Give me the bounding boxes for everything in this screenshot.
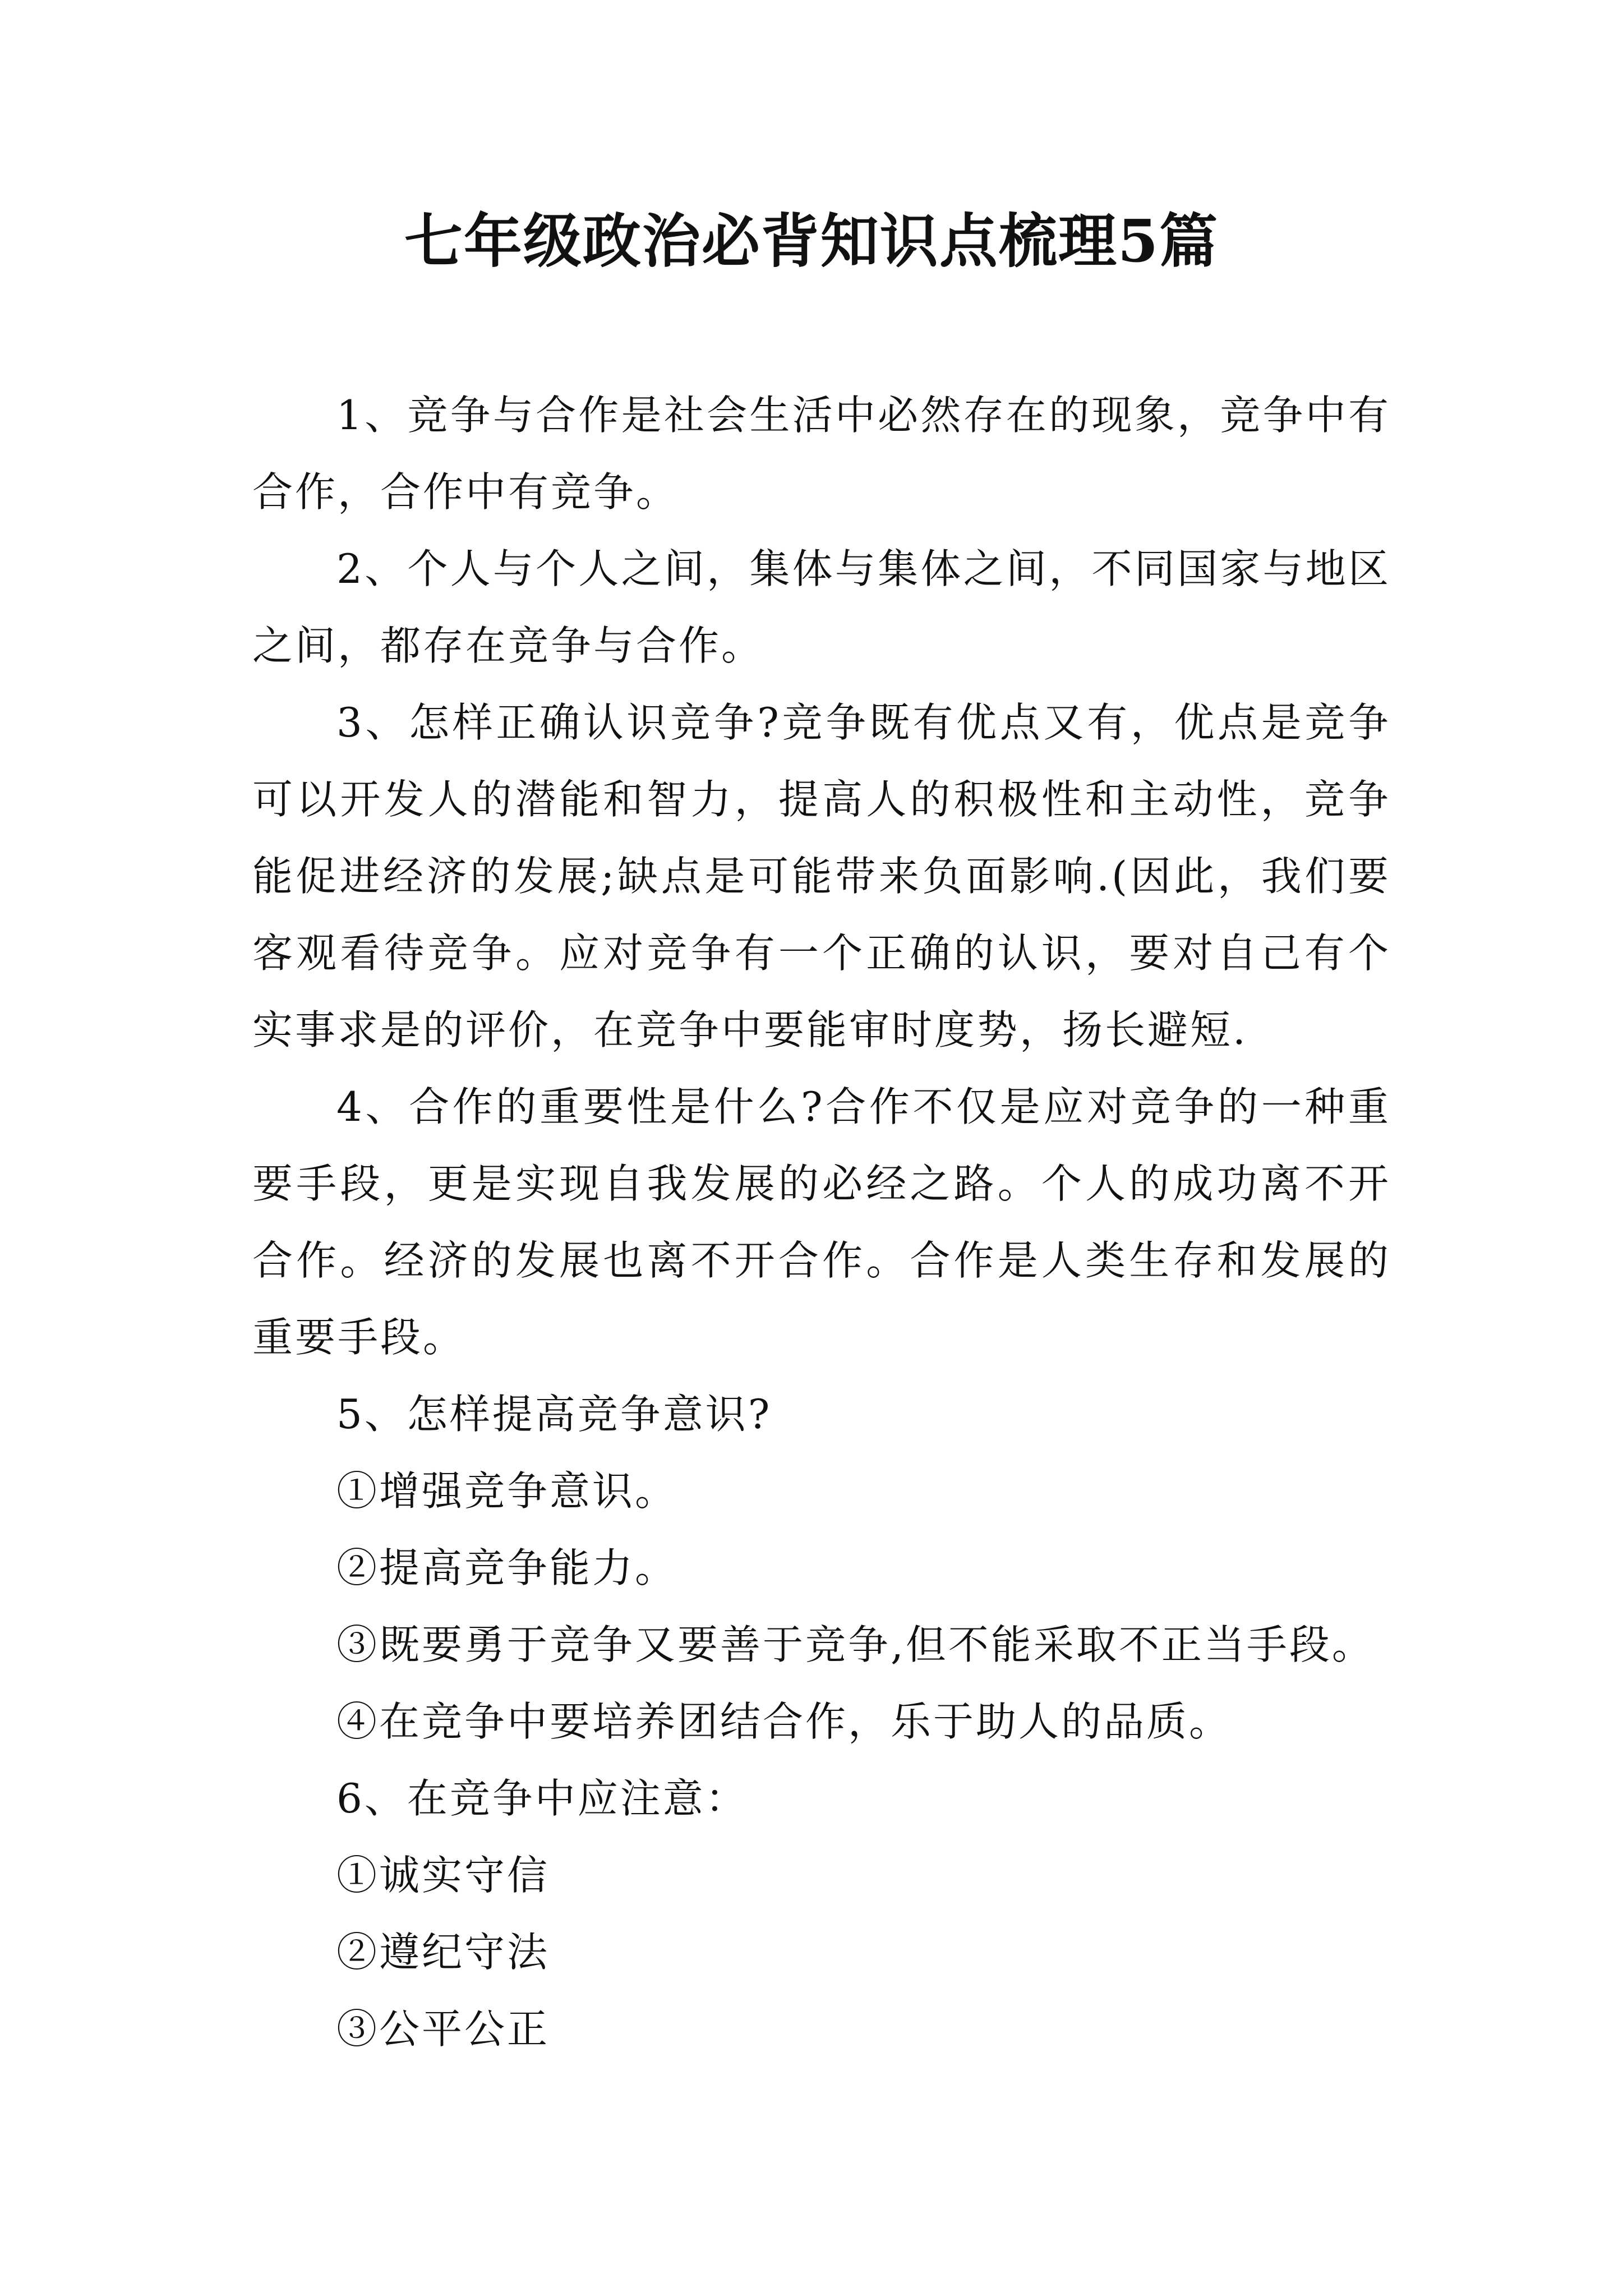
list-item: ①增强竞争意识。 — [336, 1467, 678, 1515]
list-item: ②提高竞争能力。 — [336, 1544, 678, 1591]
list-item: ①诚实守信 — [336, 1852, 550, 1899]
paragraph-3: 3、怎样正确认识竞争?竞争既有优点又有，优点是竞争可以开发人的潜能和智力，提高人的积极性和主动性，竞争能促进经济的发展;缺点是可能带来负面影响.(因此，我们要客观看待竞争。应对竞争有一个正确的认识，要对自己有个实事求是的评价，在竞争中要能审时度势，扬长避短. — [252, 699, 1391, 1053]
document-body — [252, 377, 1391, 2068]
list-item: ③公平公正 — [336, 2005, 550, 2053]
list-item: ④在竞争中要培养团结合作，乐于助人的品质。 — [336, 1698, 1232, 1745]
paragraph-4: 4、合作的重要性是什么?合作不仅是应对竞争的一种重要手段，更是实现自我发展的必经之路。个人的成功离不开合作。经济的发展也离不开合作。合作是人类生存和发展的重要手段。 — [252, 1083, 1391, 1361]
section-5-heading: 5、怎样提高竞争意识? — [336, 1391, 772, 1438]
list-item: ③既要勇于竞争又要善于竞争,但不能采取不正当手段。 — [336, 1621, 1375, 1668]
paragraph-1: 1、竞争与合作是社会生活中必然存在的现象，竞争中有合作，合作中有竞争。 — [252, 392, 1391, 516]
section-6-heading: 6、在竞争中应注意： — [336, 1775, 748, 1822]
document-title: 七年级政治必背知识点梳理5篇 — [404, 206, 1219, 275]
paragraph-2: 2、个人与个人之间，集体与集体之间，不同国家与地区之间，都存在竞争与合作。 — [252, 545, 1391, 669]
list-item: ②遵纪守法 — [336, 1929, 550, 1976]
